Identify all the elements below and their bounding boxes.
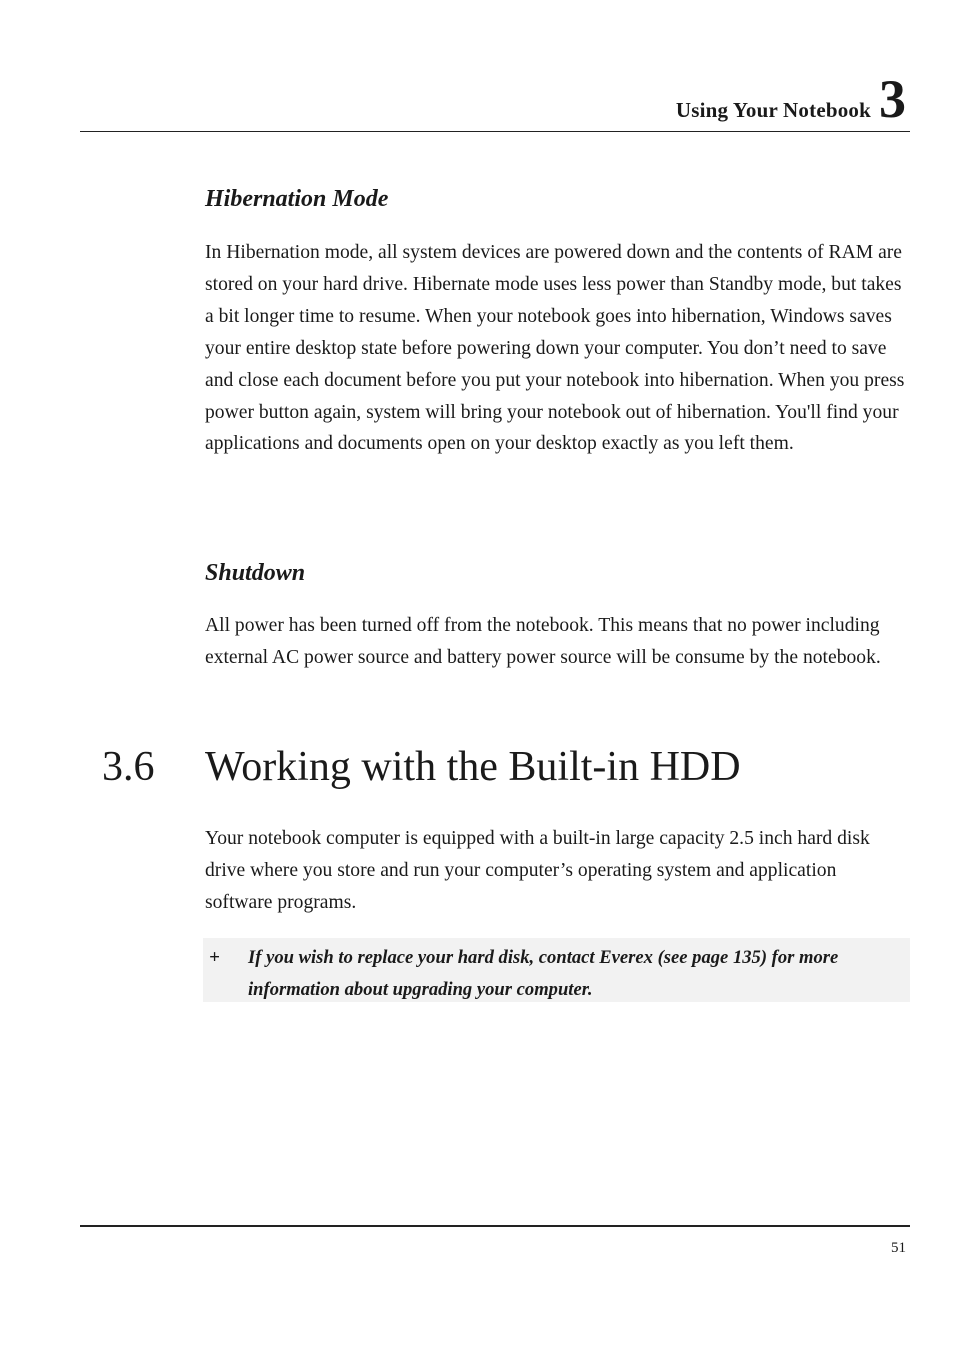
- shutdown-paragraph: All power has been turned off from the notebook. This means that no power including external AC power source and battery power source will be consume by the notebook.: [205, 615, 881, 668]
- hibernation-paragraph: In Hibernation mode, all system devices are powered down and the contents of RAM are stored on your hard drive. Hibernate mode uses less power than Standby mode, but takes a bit longer time to resume. When your notebook goes into hibernation, Windows saves your entire desktop state before powering down your computer. You don’t need to save and close each document before you put your notebook into hibernation. When you press power button again, system will bring your notebook out of hibernation. You'll find your applications and documents open on your desktop exactly as you left them.: [205, 242, 905, 455]
- hibernation-heading: Hibernation Mode: [205, 186, 389, 212]
- note-text: If you wish to replace your hard disk, contact Everex (see page 135) for more information about upgrading your computer.: [248, 947, 839, 1000]
- footer-divider: [80, 1225, 910, 1227]
- chapter-number: 3: [879, 69, 906, 129]
- running-header-title: Using Your Notebook: [675, 98, 871, 122]
- shutdown-heading: Shutdown: [205, 560, 306, 586]
- section-title: Working with the Built-in HDD: [205, 744, 741, 790]
- hdd-paragraph: Your notebook computer is equipped with a built-in large capacity 2.5 inch hard disk drive where you store and run your computer’s operating system and application software programs.: [205, 828, 870, 913]
- section-number: 3.6: [102, 744, 155, 790]
- note-marker-icon: +: [209, 947, 220, 968]
- page-header: [675, 69, 906, 129]
- note-box: [203, 938, 910, 1002]
- header-divider: [80, 131, 910, 132]
- page-number: 51: [891, 1240, 906, 1256]
